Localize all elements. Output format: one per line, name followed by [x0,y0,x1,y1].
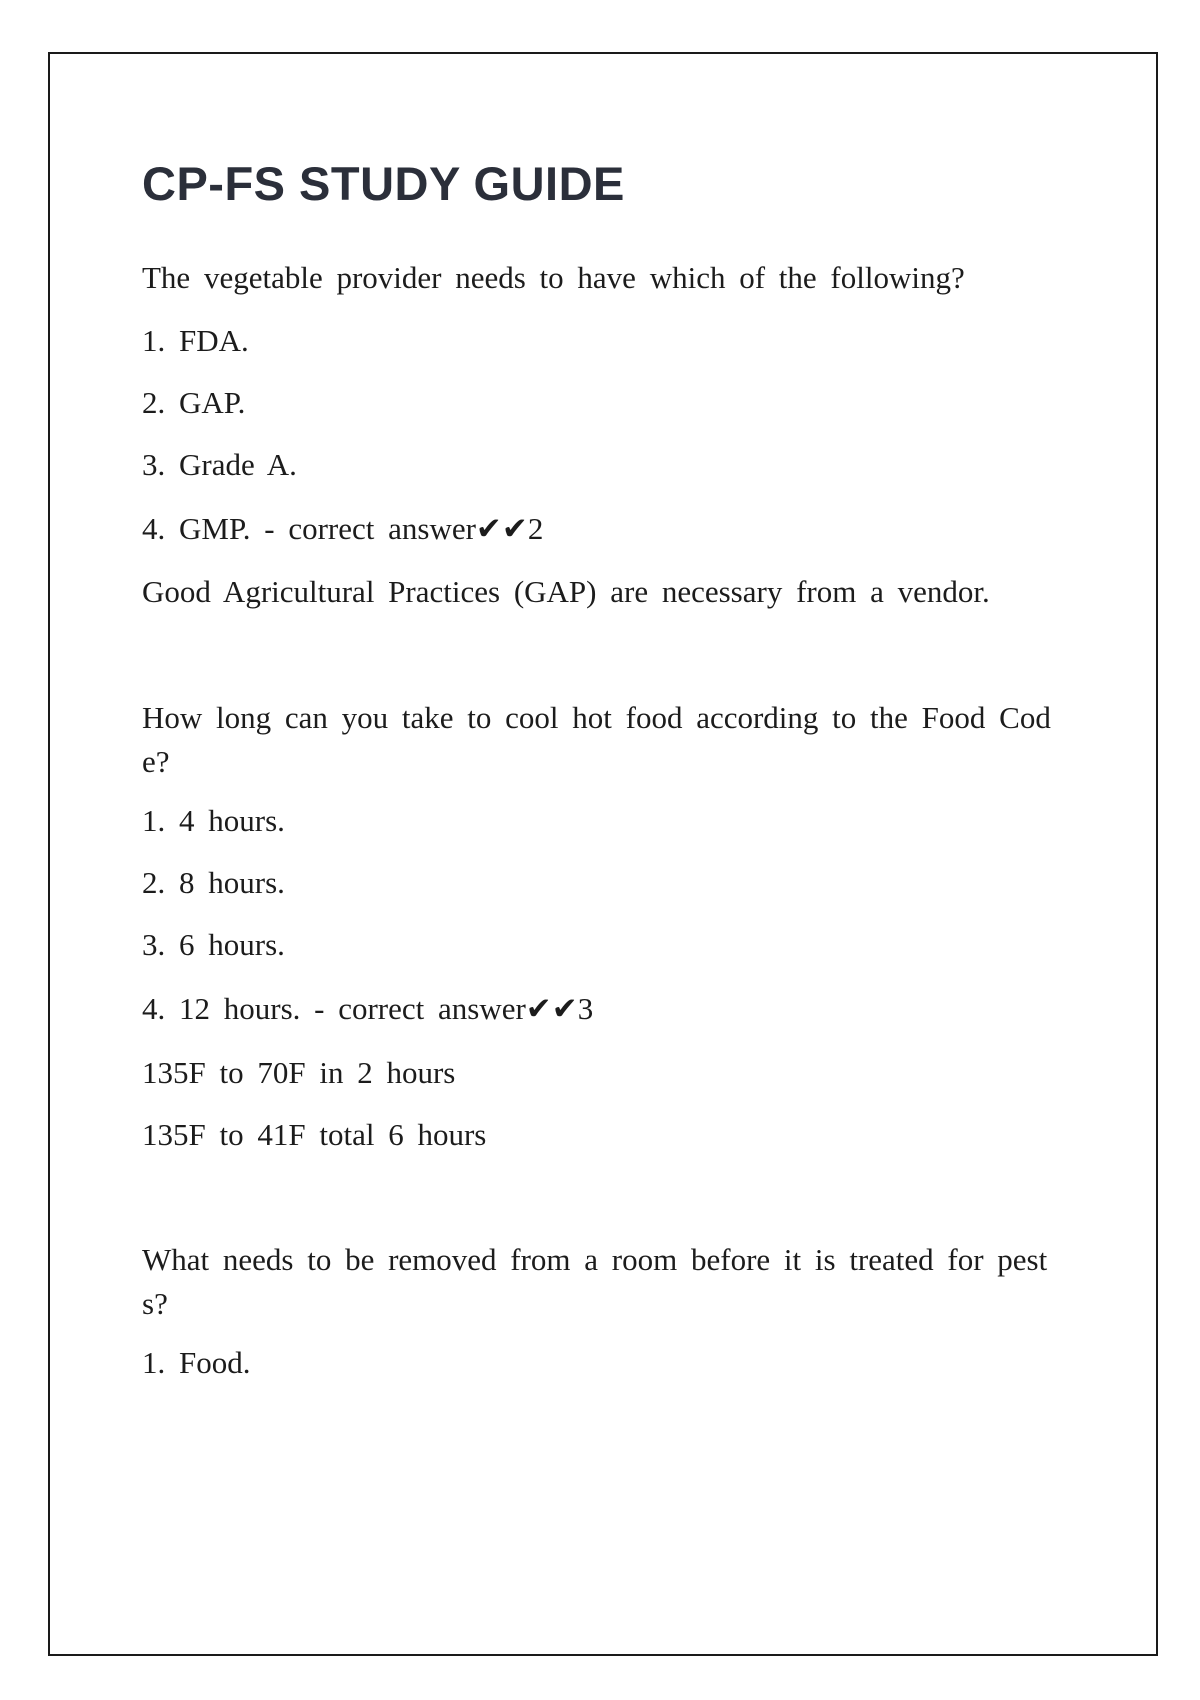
question-1-option-1: 1. FDA. [142,323,249,358]
question-2-prompt: How long can you take to cool hot food according to the Food Code? [142,700,1051,779]
question-2-explanation-1: 135F to 70F in 2 hours [142,1055,456,1090]
question-1-option-3: 3. Grade A. [142,447,297,482]
document-title: CP-FS STUDY GUIDE [142,157,625,210]
question-2-option-2: 2. 8 hours. [142,865,285,900]
document-page [48,52,1158,1656]
question-2-option-1: 1. 4 hours. [142,803,285,838]
question-1-option-2: 2. GAP. [142,385,246,420]
question-3-option-1: 1. Food. [142,1345,251,1380]
question-2-option-4-answer: 4. 12 hours. - correct answer✔✔3 [142,991,594,1026]
question-3-prompt: What needs to be removed from a room before it is treated for pests? [142,1242,1048,1321]
question-1-explanation: Good Agricultural Practices (GAP) are necessary from a vendor. [142,574,990,609]
question-1-prompt: The vegetable provider needs to have which of the following? [142,260,965,295]
question-1-option-4-answer: 4. GMP. - correct answer✔✔2 [142,511,544,546]
question-2-option-3: 3. 6 hours. [142,927,285,962]
question-2-explanation-2: 135F to 41F total 6 hours [142,1117,487,1152]
